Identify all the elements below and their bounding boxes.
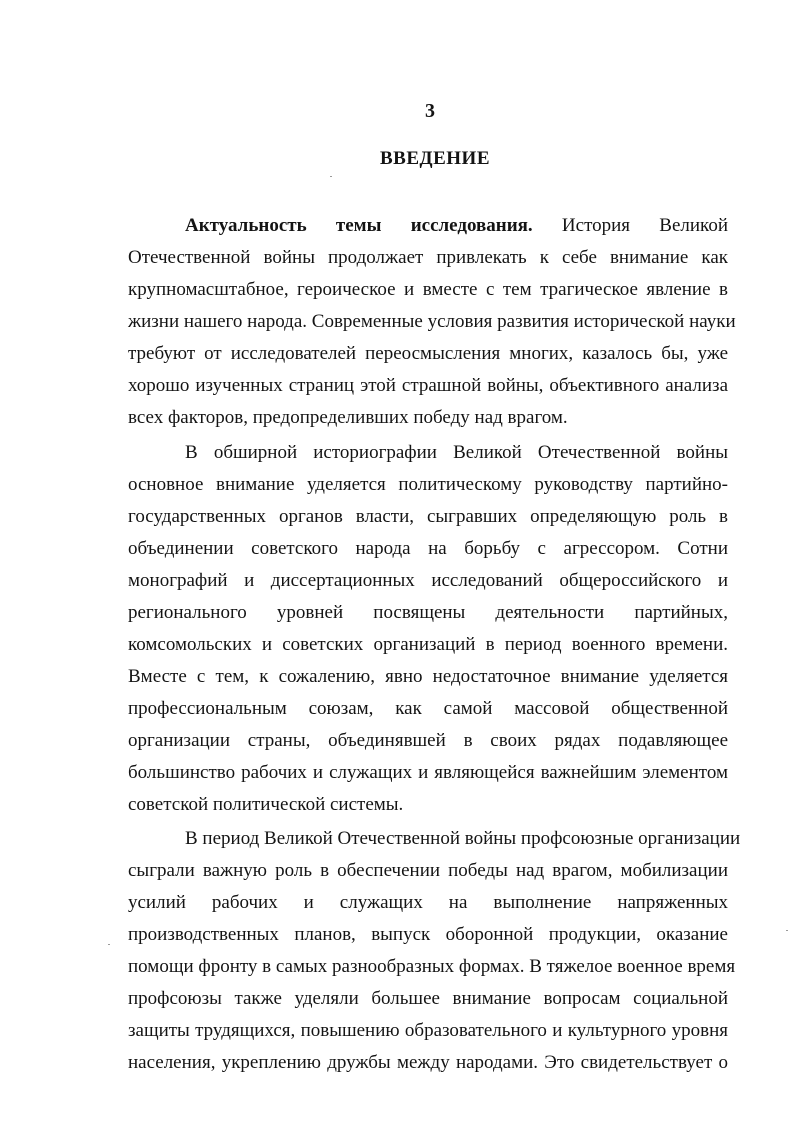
paragraph-3-line: В период Великой Отечественной войны профсоюзные организации [185,828,741,849]
paragraph-3-line: помощи фронту в самых разнообразных формах. В тяжелое военное время [128,956,736,977]
scan-speck [330,176,332,177]
paragraph-1-line-0 [185,210,728,242]
paragraph-2-line: Вместе с тем, к сожалению, явно недостаточное внимание уделяется [128,666,728,687]
paragraph-2-line: государственных органов власти, сыгравших определяющую роль в [128,506,728,527]
paragraph-2-line: монографий и диссертационных исследований общероссийского и [128,570,728,591]
paragraph-2-line: профессиональным союзам, как самой массовой общественной [128,698,728,719]
paragraph-2-line: советской политической системы. [128,794,404,815]
paragraph-3-line: населения, укреплению дружбы между народами. Это свидетельствует о [128,1052,728,1073]
page-number: 3 [425,100,435,122]
paragraph-3-line: производственных планов, выпуск оборонной продукции, оказание [128,924,728,945]
paragraph-1-line: требуют от исследователей переосмысления многих, казалось бы, уже [128,343,728,364]
paragraph-2-line: комсомольских и советских организаций в период военного времени. [128,634,728,655]
paragraph-2-line: организации страны, объединявшей в своих рядах подавляющее [128,730,728,751]
scan-speck [786,930,788,931]
paragraph-2-line: основное внимание уделяется политическому руководству партийно- [128,474,728,495]
paragraph-3-line: профсоюзы также уделяли большее внимание вопросам социальной [128,988,728,1009]
paragraph-2-line: объединении советского народа на борьбу с агрессором. Сотни [128,538,728,559]
paragraph-2-line: большинство рабочих и служащих и являющейся важнейшим элементом [128,762,728,783]
paragraph-2-line: В обширной историографии Великой Отечественной войны [185,442,728,463]
paragraph-3-line: сыграли важную роль в обеспечении победы над врагом, мобилизации [128,860,728,881]
paragraph-1-line: Отечественной войны продолжает привлекать к себе внимание как [128,247,728,268]
paragraph-2-line: регионального уровней посвящены деятельности партийных, [128,602,728,623]
section-heading: ВВЕДЕНИЕ [380,148,490,169]
paragraph-1-line: жизни нашего народа. Современные условия развития исторической науки [128,311,736,332]
paragraph-1-line: всех факторов, предопределивших победу над врагом. [128,407,568,428]
paragraph-1-lead: Актуальность темы исследования. [185,215,533,236]
paragraph-1-lead-rest: История Великой [532,215,728,236]
paragraph-3-line: защиты трудящихся, повышению образовательного и культурного уровня [128,1020,728,1041]
paragraph-1-line: хорошо изученных страниц этой страшной войны, объективного анализа [128,375,728,396]
paragraph-1-line: крупномасштабное, героическое и вместе с тем трагическое явление в [128,279,728,300]
paragraph-3-line: усилий рабочих и служащих на выполнение напряженных [128,892,728,913]
scan-speck [108,944,110,945]
